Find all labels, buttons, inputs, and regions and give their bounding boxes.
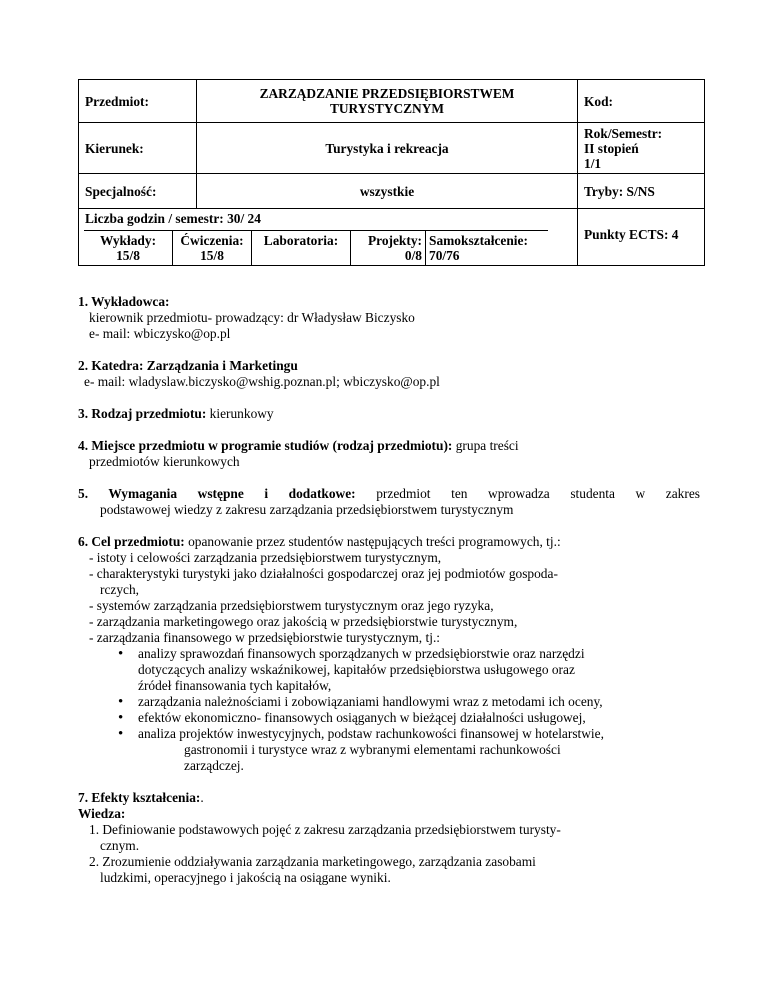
section-requirements [78, 486, 718, 518]
hours-cell [79, 209, 578, 266]
kierunek-value: Turystyka i rekreacja [197, 123, 578, 174]
goal-bullet-list [78, 646, 718, 742]
section-lecturer [78, 294, 718, 342]
goal-bullet [118, 694, 718, 710]
place-value-cont: przedmiotów kierunkowych [89, 454, 240, 469]
syllabus-content [78, 294, 718, 886]
hours-col-laboratoria [252, 231, 351, 266]
section-title: 1. Wykładowca: [78, 294, 170, 309]
hours-col-value: 15/8 [200, 248, 224, 263]
hours-col-label: Samokształcenie: [429, 233, 528, 248]
section-title: 5. Wymagania wstępne i dodatkowe: [78, 486, 356, 501]
specjalnosc-value: wszystkie [197, 174, 578, 209]
przedmiot-label: Przedmiot: [79, 80, 197, 123]
hours-col-label: Laboratoria: [263, 233, 339, 248]
title-dot: . [200, 790, 204, 805]
section-title: 3. Rodzaj przedmiotu: [78, 406, 207, 421]
outcome-line-cont: cznym. [100, 838, 140, 853]
goal-item: - zarządzania finansowego w przedsiębiorstwie turystycznym, tj.: [89, 630, 441, 645]
kod-label: Kod: [578, 80, 705, 123]
goal-bullet-cont: zarządczej. [184, 758, 244, 773]
hours-col-projekty [351, 231, 426, 266]
bullet-line: • analiza projektów inwestycyjnych, podstaw rachunkowości finansowej w hotelarstwie, [138, 726, 604, 741]
rok-label: Rok/Semestr: [584, 125, 663, 141]
hours-col-wyklady [84, 231, 173, 266]
course-type-value: kierunkowy [206, 406, 274, 421]
hours-col-samoksztalcenie [426, 231, 549, 266]
specjalnosc-label: Specjalność: [79, 174, 197, 209]
hours-col-label: Ćwiczenia: [180, 233, 244, 248]
hours-breakdown-table [84, 230, 548, 265]
hours-title: Liczba godzin / semestr: 30/ 24 [85, 211, 261, 226]
section-title: 6. Cel przedmiotu: [78, 534, 185, 549]
outcome-item [78, 854, 718, 886]
hours-col-value: 70/76 [429, 248, 460, 263]
goal-item: - zarządzania marketingowego oraz jakością w przedsiębiorstwie turystycznym, [89, 614, 518, 629]
course-header-table [78, 79, 705, 266]
lecturer-email: e- mail: wbiczysko@op.pl [89, 326, 231, 341]
section-title: 7. Efekty kształcenia: [78, 790, 201, 805]
place-value: grupa treści [452, 438, 519, 453]
bullet-line: dotyczących analizy wskaźnikowej, kapitałów przedsiębiorstwa usługowego oraz [138, 662, 575, 677]
bullet-line: źródeł finansowania tych kapitałów, [138, 678, 332, 693]
bullet-line: • zarządzania należnościami i zobowiązaniami handlowymi wraz z metodami ich oceny, [138, 694, 603, 709]
requirements-value: przedmiot ten wprowadza studenta w zakres [355, 486, 700, 501]
section-place-in-program [78, 438, 718, 470]
lecturer-name: kierownik przedmiotu- prowadzący: dr Władysław Biczysko [89, 310, 415, 325]
bullet-line: • efektów ekonomiczno- finansowych osiąganych w bieżącej działalności usługowej, [138, 710, 586, 725]
goal-item: - istoty i celowości zarządzania przedsiębiorstwem turystycznym, [89, 550, 442, 565]
hours-col-value: 15/8 [116, 248, 140, 263]
goal-item-cont: rczych, [100, 582, 140, 597]
tryby: Tryby: S/NS [578, 174, 705, 209]
hours-col-label: Wykłady: [99, 233, 157, 248]
section-course-type [78, 406, 718, 422]
ects: Punkty ECTS: 4 [578, 209, 705, 266]
hours-col-label: Projekty: [367, 233, 422, 248]
hours-col-value: 0/8 [404, 248, 422, 263]
goal-bullet [118, 726, 718, 742]
goal-item: - systemów zarządzania przedsiębiorstwem turystycznym oraz jego ryzyka, [89, 598, 494, 613]
rok-semestr-cell [578, 123, 705, 174]
outcomes-subtitle: Wiedza: [78, 806, 126, 821]
hours-col-cwiczenia [173, 231, 252, 266]
rok-semestr: 1/1 [584, 155, 602, 171]
bullet-line: • analizy sprawozdań finansowych sporządzanych w przedsiębiorstwie oraz narzędzi [138, 646, 585, 661]
outcome-line: 1. Definiowanie podstawowych pojęć z zakresu zarządzania przedsiębiorstwem turysty- [89, 822, 561, 837]
goal-bullet-cont: gastronomii i turystyce wraz z wybranymi elementami rachunkowości [184, 742, 561, 757]
requirements-value-cont: podstawowej wiedzy z zakresu zarządzania przedsiębiorstwem turystycznym [100, 502, 514, 517]
outcome-line: 2. Zrozumienie oddziaływania zarządzania marketingowego, zarządzania zasobami [89, 854, 536, 869]
outcome-item [78, 822, 718, 854]
department-email: e- mail: wladyslaw.biczysko@wshig.poznan.pl; wbiczysko@op.pl [84, 374, 440, 389]
kierunek-label: Kierunek: [79, 123, 197, 174]
goal-intro: opanowanie przez studentów następujących treści programowych, tj.: [184, 534, 561, 549]
section-title: 4. Miejsce przedmiotu w programie studiów (rodzaj przedmiotu): [78, 438, 453, 453]
section-learning-outcomes [78, 790, 718, 886]
section-title: 2. Katedra: Zarządzania i Marketingu [78, 358, 298, 373]
goal-item: - charakterystyki turystyki jako działalności gospodarczej oraz jej podmiotów gospoda- [89, 566, 558, 581]
section-department [78, 358, 718, 390]
rok-stopien: II stopień [584, 140, 639, 156]
goal-bullet [118, 710, 718, 726]
outcome-line-cont: ludzkimi, operacyjnego i jakością na osiągane wyniki. [100, 870, 391, 885]
goal-bullet [118, 646, 718, 694]
section-course-goal [78, 534, 718, 774]
przedmiot-value: ZARZĄDZANIE PRZEDSIĘBIORSTWEM TURYSTYCZNYM [197, 80, 578, 123]
